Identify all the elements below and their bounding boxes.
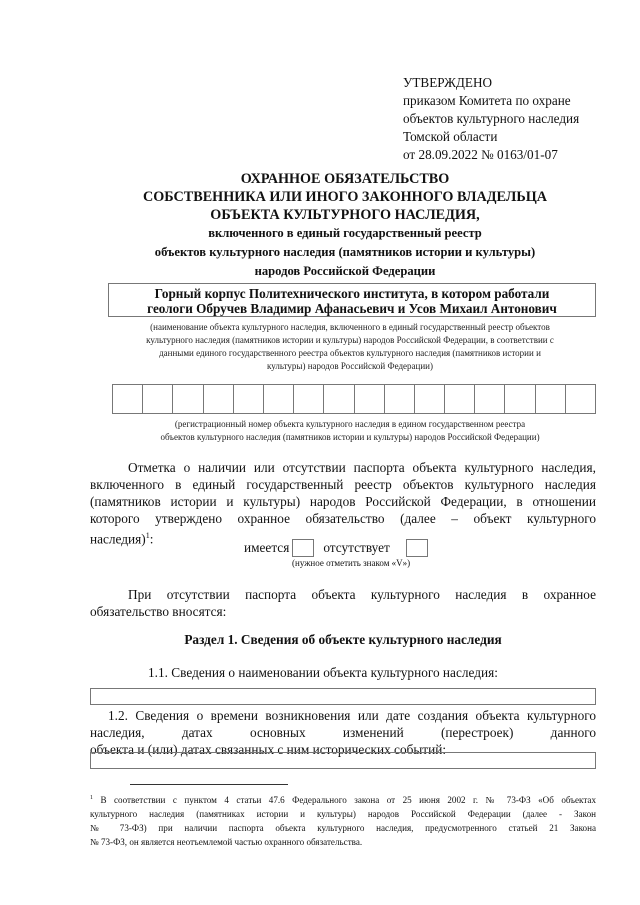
document-title bbox=[60, 170, 630, 281]
object-name-line-2: геологи Обручев Владимир Афанасьевич и Усов Михаил Антонович bbox=[147, 301, 557, 316]
object-dates-field[interactable] bbox=[90, 752, 596, 769]
title-line-3: ОБЪЕКТА КУЛЬТУРНОГО НАСЛЕДИЯ, bbox=[210, 207, 480, 223]
item-1-2-line-2: наследия, датах основных изменений (перестроек) данного bbox=[90, 725, 596, 740]
reg-cell[interactable] bbox=[173, 385, 203, 414]
object-name-line-1: Горный корпус Политехнического института, в котором работали bbox=[154, 286, 550, 301]
item-1-2-label bbox=[90, 707, 596, 758]
passport-choice-row bbox=[244, 538, 437, 558]
passport-has-checkbox[interactable] bbox=[292, 539, 314, 557]
approval-stamp bbox=[403, 74, 579, 164]
object-name-caption-line-2: культурного наследия (памятников истории и культуры) народов Российской Федерации, в соответствии с bbox=[146, 335, 554, 345]
passport-line-2: включенного в единый государственный реестр объектов культурного наследия bbox=[90, 477, 596, 492]
absence-line-2: обязательство вносятся: bbox=[90, 604, 227, 619]
absence-paragraph bbox=[90, 586, 596, 620]
reg-cell[interactable] bbox=[475, 385, 505, 414]
object-name-caption bbox=[100, 321, 600, 373]
passport-has-label: имеется bbox=[244, 540, 290, 555]
reg-cell[interactable] bbox=[566, 385, 596, 414]
item-1-1-label bbox=[90, 664, 596, 681]
passport-paragraph bbox=[90, 459, 596, 547]
title-line-6: народов Российской Федерации bbox=[254, 264, 436, 278]
absence-line-1: При отсутствии паспорта объекта культурного наследия в охранное bbox=[128, 587, 596, 602]
reg-cell[interactable] bbox=[204, 385, 234, 414]
object-name-field[interactable] bbox=[108, 283, 596, 317]
reg-cell[interactable] bbox=[234, 385, 264, 414]
item-1-1-text: 1.1. Сведения о наименовании объекта культурного наследия: bbox=[148, 665, 498, 680]
footnote-line-2: культурного наследия (памятниках истории и культуры) народов Российской Федерации (далее - Закон bbox=[90, 809, 596, 820]
item-1-2-line-3: объекта и (или) датах связанных с ним исторических событий: bbox=[90, 742, 447, 757]
footnote bbox=[90, 791, 596, 849]
reg-cell[interactable] bbox=[294, 385, 324, 414]
object-name-caption-line-4: культуры) народов Российской Федерации) bbox=[267, 361, 433, 371]
approval-region-line: Томской области bbox=[403, 129, 498, 144]
footnote-separator bbox=[130, 784, 288, 785]
checkbox-instruction: (нужное отметить знаком «V») bbox=[292, 558, 411, 568]
registration-caption-line-1: (регистрационный номер объекта культурного наследия в едином государственном реестра bbox=[174, 419, 526, 429]
registration-caption-line-2: объектов культурного наследия (памятников истории и культуры) народов Российской Федерации) bbox=[160, 432, 540, 442]
reg-cell[interactable] bbox=[415, 385, 445, 414]
section-1-title: Раздел 1. Сведения об объекте культурного наследия bbox=[184, 632, 502, 647]
footnote-line-1-text: В соответствии с пунктом 4 статьи 47.6 Федерального закона от 25 июня 2002 г. № 73-ФЗ «Об объектах bbox=[93, 795, 596, 806]
title-line-4: включенного в единый государственный реестр bbox=[208, 226, 482, 240]
reg-cell[interactable] bbox=[143, 385, 173, 414]
footnote-ref: 1 bbox=[145, 531, 150, 540]
passport-line-3: (памятников истории и культуры) народов Российской Федерации, в отношении bbox=[90, 494, 596, 509]
title-line-1: ОХРАННОЕ ОБЯЗАТЕЛЬСТВО bbox=[240, 171, 450, 187]
reg-cell[interactable] bbox=[536, 385, 566, 414]
footnote-marker: 1 bbox=[90, 795, 93, 801]
registration-caption bbox=[100, 418, 600, 444]
reg-cell[interactable] bbox=[324, 385, 354, 414]
reg-cell[interactable] bbox=[385, 385, 415, 414]
item-1-2-line-1: 1.2. Сведения о времени возникновения или дате создания объекта культурного bbox=[108, 708, 596, 723]
reg-cell[interactable] bbox=[505, 385, 535, 414]
reg-cell[interactable] bbox=[113, 385, 143, 414]
object-name-caption-line-1: (наименование объекта культурного наследия, включенного в единый государственный реестр объектов bbox=[150, 322, 550, 332]
approval-order-line: приказом Комитета по охране bbox=[403, 93, 571, 108]
reg-cell[interactable] bbox=[355, 385, 385, 414]
registration-number-grid[interactable] bbox=[112, 384, 596, 414]
passport-line-4: которого утверждено охранное обязательство (далее – объект культурного bbox=[90, 511, 596, 526]
passport-line-5-text: наследия) bbox=[90, 531, 146, 547]
passport-absent-label: отсутствует bbox=[323, 540, 390, 555]
footnote-line-4: № 73-ФЗ, он является неотъемлемой частью охранного обязательства. bbox=[90, 837, 363, 848]
title-line-5: объектов культурного наследия (памятников истории и культуры) bbox=[154, 245, 536, 259]
reg-cell[interactable] bbox=[264, 385, 294, 414]
passport-absent-checkbox[interactable] bbox=[406, 539, 428, 557]
approval-date-number: от 28.09.2022 № 0163/01-07 bbox=[403, 147, 558, 162]
footnote-line-1 bbox=[90, 791, 596, 807]
approval-committee-line: объектов культурного наследия bbox=[403, 111, 580, 126]
reg-cell[interactable] bbox=[445, 385, 475, 414]
object-name-info-field[interactable] bbox=[90, 688, 596, 705]
object-name-caption-line-3: данными единого государственного реестра объектов культурного наследия (памятников истории и bbox=[159, 348, 541, 358]
passport-line-1: Отметка о наличии или отсутствии паспорта объекта культурного наследия, bbox=[128, 460, 596, 475]
footnote-line-3: № 73-ФЗ) при наличии паспорта объекта культурного наследия, предусмотренного статьей 21 Закона bbox=[90, 823, 596, 834]
title-line-2: СОБСТВЕННИКА ИЛИ ИНОГО ЗАКОННОГО ВЛАДЕЛЬЦА bbox=[142, 189, 547, 205]
approval-heading: УТВЕРЖДЕНО bbox=[403, 75, 493, 90]
passport-line-5-end: : bbox=[149, 531, 154, 547]
